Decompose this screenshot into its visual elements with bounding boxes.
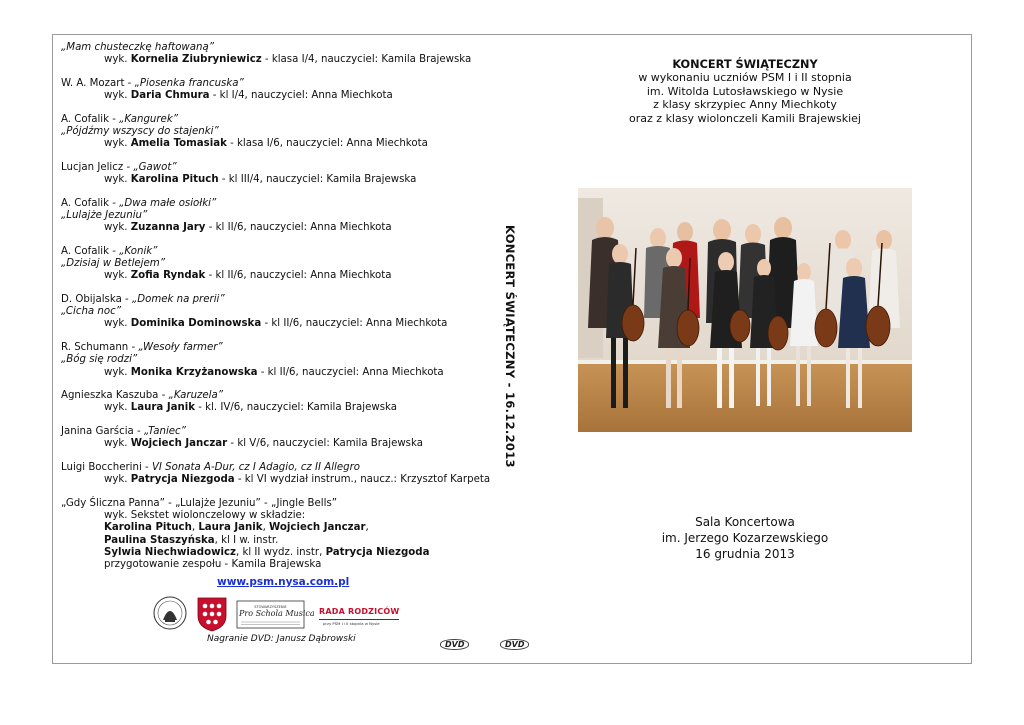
website-link[interactable]: www.psm.nysa.com.pl: [217, 576, 350, 588]
dvd-credit: Nagranie DVD: Janusz Dąbrowski: [207, 634, 356, 644]
program-list: [61, 42, 501, 583]
program-entry: Agnieszka Kaszuba - „Karuzela” wyk. Laura Janik - kl. IV/6, nauczyciel: Kamila Brajewska: [61, 390, 397, 414]
foundation-logo-name: Pro Schola Musica: [239, 609, 315, 618]
coat-of-arms-icon: [198, 598, 226, 631]
group-photo-graphic: [578, 188, 912, 432]
parents-council-name: RADA RODZICÓW: [319, 607, 400, 616]
group-photo: [578, 188, 912, 432]
program-entry: Luigi Boccherini - VI Sonata A-Dur, cz I Adagio, cz II Allegro wyk. Patrycja Niezgoda - kl VI wydział instrum., naucz.: Krzysztof Karpeta: [61, 462, 491, 486]
sponsor-logos: [153, 596, 403, 632]
school-seal-icon: [154, 597, 186, 629]
program-entry: W. A. Mozart - „Piosenka francuska” wyk. Daria Chmura - kl I/4, nauczyciel: Anna Miechkota: [61, 77, 393, 102]
parents-council-sub: przy PSM I i II stopnia w Nysie: [323, 621, 380, 626]
spine-title: KONCERT ŚWIĄTECZNY - 16.12.2013: [503, 225, 517, 468]
program-entry: A. Cofalik - „Konik” „Dzisiaj w Betlejem” wyk. Zofia Ryndak - kl II/6, nauczyciel: Anna Miechkota: [61, 245, 392, 282]
program-entry: A. Cofalik - „Kangurek” „Pójdźmy wszyscy do stajenki” wyk. Amelia Tomasiak - klasa I/6, nauczyciel: Anna Miechkota: [61, 113, 428, 150]
program-finale: „Gdy Śliczna Panna” - „Lulajże Jezuniu” - „Jingle Bells” wyk. Sekstet wiolonczelowy w składzie: Karolina Pituch, Laura Janik, Wojciech Janczar, Paulina Staszyńska, kl I w. instr. Sylwia Niechwiadowicz, kl II wydz. instr, Patrycja Niezgoda przygotowanie zespołu - Kamila Brajewska: [61, 497, 430, 570]
program-entry: Lucjan Jelicz - „Gawot” wyk. Karolina Pituch - kl III/4, nauczyciel: Kamila Brajewska: [61, 161, 417, 186]
cover-subtitle-line: oraz z klasy wiolonczeli Kamili Brajewskiej: [629, 111, 861, 125]
spine: [503, 225, 519, 485]
venue-line: 16 grudnia 2013: [695, 547, 795, 561]
dvd-logo-icon: DVD: [440, 639, 469, 650]
program-entry: D. Obijalska - „Domek na prerii” „Cicha noc” wyk. Dominika Dominowska - kl II/6, nauczyciel: Anna Miechkota: [61, 294, 448, 330]
venue-info: [578, 514, 912, 562]
venue-line: im. Jerzego Kozarzewskiego: [661, 531, 829, 545]
venue-line: Sala Koncertowa: [695, 515, 795, 529]
cover-subtitle-line: im. Witolda Lutosławskiego w Nysie: [646, 84, 844, 98]
parents-council-logo: [319, 619, 399, 620]
dvd-logo-icon: DVD: [500, 639, 529, 650]
cover-title: KONCERT ŚWIĄTECZNY: [672, 58, 818, 71]
cover-subtitle-line: z klasy skrzypiec Anny Miechkoty: [653, 98, 837, 112]
cover-subtitle-line: w wykonaniu uczniów PSM I i II stopnia: [638, 71, 852, 85]
program-entry: „Mam chusteczkę haftowaną” wyk. Kornelia Ziubryniewicz - klasa I/4, nauczyciel: Kamila Brajewska: [61, 42, 472, 66]
program-entry: Janina Garścia - „Taniec” wyk. Wojciech Janczar - kl V/6, nauczyciel: Kamila Brajewska: [61, 426, 423, 450]
program-entry: A. Cofalik - „Dwa małe osiołki” „Lulajże Jezuniu” wyk. Zuzanna Jary - kl II/6, nauczyciel: Anna Miechkota: [61, 197, 392, 234]
cover-header: [578, 58, 912, 125]
foundation-logo-top: STOWARZYSZENIE: [254, 605, 287, 609]
program-entry: R. Schumann - „Wesoły farmer” „Bóg się rodzi” wyk. Monika Krzyżanowska - kl II/6, nauczyciel: Anna Miechkota: [61, 342, 444, 378]
